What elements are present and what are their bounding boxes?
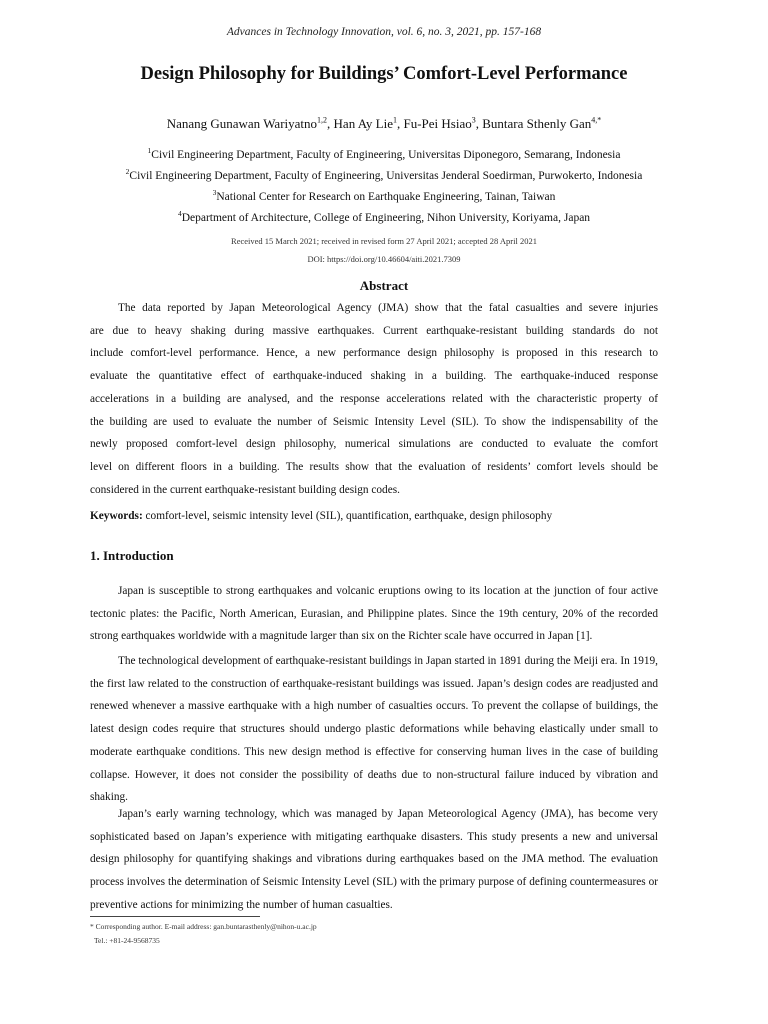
body-line: design philosophy for quantifying shakings and vibrations during earthquakes based on the JMA method. The evaluation <box>90 853 658 866</box>
footnote-email: * Corresponding author. E-mail address: gan.buntarasthenly@nihon-u.ac.jp <box>90 922 317 931</box>
abstract-line: newly proposed comfort-level design philosophy, numerical simulations are conducted to evaluate the comfort <box>90 438 658 451</box>
doi-link[interactable]: DOI: https://doi.org/10.46604/aiti.2021.7309 <box>307 254 461 264</box>
intro-paragraph-3 <box>90 803 658 917</box>
body-line: strong earthquakes worldwide with a magnitude larger than six on the Richter scale have occurred in Japan [1]. <box>90 630 593 643</box>
affiliation-text: Civil Engineering Department, Faculty of Engineering, Universitas Jenderal Soedirman, Purwokerto, Indonesia <box>129 170 643 182</box>
abstract-line: are due to heavy shaking during massive earthquakes. Current earthquake-resistant building standards do not <box>90 324 658 337</box>
abstract-line: The data reported by Japan Meteorological Agency (JMA) show that the fatal casualties and severe injuries <box>118 302 658 314</box>
affiliation-sup: 2 <box>125 167 130 177</box>
affiliation <box>0 146 768 161</box>
affiliation-text: Civil Engineering Department, Faculty of Engineering, Universitas Diponegoro, Semarang, Indonesia <box>151 149 621 161</box>
author-sep: , <box>397 116 404 131</box>
intro-paragraph-2 <box>90 650 658 809</box>
author-sup: 4,* <box>591 115 602 125</box>
body-line: sophisticated based on Japan’s experience with mitigating earthquake disasters. This study presents a new and universal <box>90 830 658 843</box>
footnote-tel: Tel.: +81-24-9568735 <box>94 936 160 945</box>
author-name: Han Ay Lie <box>333 116 393 131</box>
affiliation-text: Department of Architecture, College of Engineering, Nihon University, Koriyama, Japan <box>181 212 591 224</box>
body-line: the first law related to the construction of earthquake-resistant buildings was issued. Japan’s design codes are readjusted and <box>90 677 658 690</box>
affiliation-sup: 1 <box>147 146 152 156</box>
author-sup: 3 <box>471 115 476 125</box>
author-list <box>0 116 768 132</box>
affiliation <box>0 209 768 224</box>
paper-title: Design Philosophy for Buildings’ Comfort-Level Performance <box>140 64 628 84</box>
body-line: The technological development of earthquake-resistant buildings in Japan started in 1891 during the Meiji era. In 1919, <box>118 655 658 667</box>
keywords-label: Keywords: <box>90 510 143 522</box>
body-line: moderate earthquake conditions. This new design method is effective for conserving human lives in the case of building <box>90 745 658 758</box>
abstract-line: accelerations in a building are analysed, and the response accelerations related with the characteristic property of <box>90 392 658 405</box>
author-sup: 1,2 <box>317 115 328 125</box>
abstract-heading: Abstract <box>359 278 409 293</box>
abstract-line: include comfort-level performance. Hence, a new performance design philosophy is proposed in this research to <box>90 347 658 360</box>
author-sep: , <box>327 116 334 131</box>
abstract-line: considered in the current earthquake-resistant building design codes. <box>90 483 400 496</box>
abstract-line: evaluate the quantitative effect of earthquake-induced shaking in a building. The earthquake-induced response <box>90 370 658 383</box>
affiliation-sup: 3 <box>212 188 217 198</box>
footnote-rule <box>90 916 260 917</box>
affiliation <box>0 188 768 203</box>
body-line: Japan is susceptible to strong earthquakes and volcanic eruptions owing to its location at the junction of four active <box>118 585 658 597</box>
author-name: Fu-Pei Hsiao <box>403 116 472 131</box>
author-sep: , <box>475 116 483 131</box>
body-line: Japan’s early warning technology, which was managed by Japan Meteorological Agency (JMA), has become very <box>118 808 658 820</box>
received-dates: Received 15 March 2021; received in revised form 27 April 2021; accepted 28 April 2021 <box>231 236 537 246</box>
journal-header: Advances in Technology Innovation, vol. 6, no. 3, 2021, pp. 157-168 <box>226 26 542 38</box>
body-line: process involves the determination of Seismic Intensity Level (SIL) with the primary purpose of defining countermeasures or <box>90 876 658 889</box>
section-heading: 1. Introduction <box>90 548 174 563</box>
affiliation-text: National Center for Research on Earthquake Engineering, Tainan, Taiwan <box>216 191 556 203</box>
body-line: shaking. <box>90 791 128 804</box>
body-line: tectonic plates: the Pacific, North American, Eurasian, and Philippine plates. Since the 19th century, 20% of the recorded <box>90 607 658 620</box>
keywords <box>90 510 658 522</box>
author-name: Buntara Sthenly Gan <box>482 116 592 131</box>
author-name: Nanang Gunawan Wariyatno <box>166 116 318 131</box>
affiliation-sup: 4 <box>177 209 182 219</box>
body-line: collapse. However, it does not consider the possibility of deaths due to non-structural failure induced by vibration and <box>90 768 658 781</box>
body-line: latest design codes require that structures should undergo plastic deformations while behaving elastically under small to <box>90 723 658 736</box>
intro-paragraph-1 <box>90 580 658 648</box>
body-line: preventive actions for minimizing the number of human casualties. <box>90 898 393 911</box>
keywords-text: comfort-level, seismic intensity level (SIL), quantification, earthquake, design philosophy <box>142 510 553 522</box>
abstract-line: the building are used to evaluate the number of Seismic Intensity Level (SIL). To show the indispensability of the <box>90 415 658 428</box>
body-line: renewed whenever a massive earthquake with a high number of casualties occurs. To prevent the collapse of buildings, the <box>90 700 658 713</box>
author-sup: 1 <box>393 115 397 125</box>
abstract-body <box>90 297 658 501</box>
affiliation <box>0 167 768 182</box>
abstract-line: level on different floors in a building. The results show that the evaluation of residents’ comfort levels should be <box>90 460 658 473</box>
